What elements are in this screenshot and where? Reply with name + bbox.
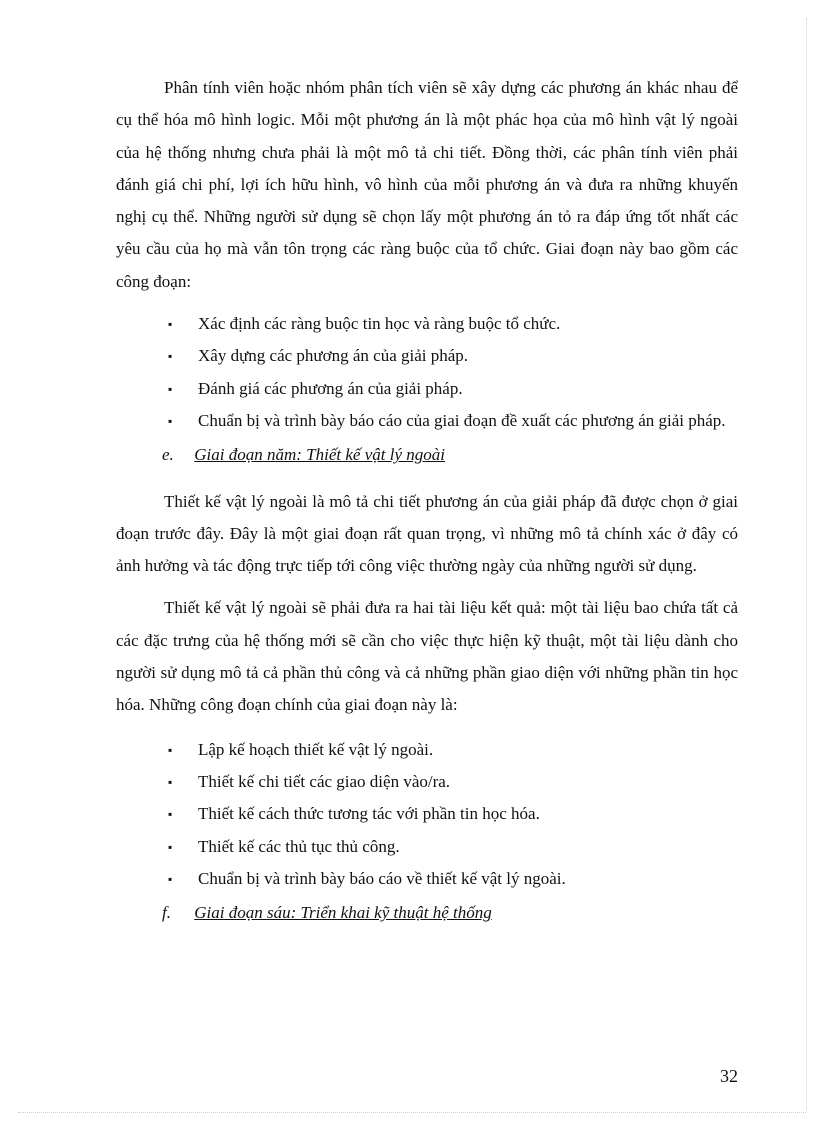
list-item-text: Xác định các ràng buộc tin học và ràng buộc tổ chức.: [198, 314, 561, 334]
bullet-square-icon: ▪: [168, 317, 173, 332]
bullet-square-icon: ▪: [168, 871, 173, 886]
bullet-square-icon: ▪: [168, 381, 173, 396]
list-item: [116, 308, 738, 340]
bullet-square-icon: ▪: [168, 807, 173, 822]
list-item-text: Chuẩn bị và trình bày báo cáo về thiết kế vật lý ngoài.: [198, 868, 566, 888]
list-item-text: Thiết kế chi tiết các giao diện vào/ra.: [198, 771, 451, 791]
bullet-square-icon: ▪: [168, 742, 173, 757]
list-item: [116, 373, 738, 405]
page-number: 32: [720, 1066, 738, 1086]
bullet-list-stage-five: [116, 734, 738, 895]
list-item: [116, 340, 738, 372]
paragraph-alternatives: Phân tính viên hoặc nhóm phân tích viên sẽ xây dựng các phương án khác nhau để cụ thể hóa mô hình logic. Mỗi một phương án là một phác họa của mô hình vật lý ngoài của hệ thống nhưng chưa phải là một mô tả chi tiết. Đồng thời, các phân tính viên phải đánh giá chi phí, lợi ích hữu hình, vô hình của mỗi phương án và đưa ra những khuyến nghị cụ thể. Những người sử dụng sẽ chọn lấy một phương án tỏ ra đáp ứng tốt nhất các yêu cầu của họ mà vẫn tôn trọng các ràng buộc của tổ chức. Giai đoạn này bao gồm các công đoạn:: [116, 78, 738, 291]
bullet-square-icon: ▪: [168, 774, 173, 789]
page-border-right: [806, 18, 807, 1110]
list-item-text: Lập kế hoạch thiết kế vật lý ngoài.: [198, 739, 434, 759]
bullet-square-icon: ▪: [168, 839, 173, 854]
list-item: [116, 405, 738, 437]
bullet-square-icon: ▪: [168, 413, 173, 428]
list-item-text: Thiết kế cách thức tương tác với phần tin học hóa.: [198, 804, 540, 824]
list-item: [116, 766, 738, 798]
page-content: [116, 72, 738, 943]
list-item: [116, 734, 738, 766]
bullet-list-stage-four: [116, 308, 738, 437]
section-heading-e: [116, 439, 738, 471]
list-item: [116, 831, 738, 863]
heading-label: f.: [162, 903, 171, 923]
paragraph-design-documents: Thiết kế vật lý ngoài sẽ phải đưa ra hai tài liệu kết quả: một tài liệu bao chứa tất cả các đặc trưng của hệ thống mới sẽ cần cho việc thực hiện kỹ thuật, một tài liệu dành cho người sử dụng mô tả cả phần thủ công và cả những phần giao diện với những phần tin học hóa. Những công đoạn chính của giai đoạn này là:: [116, 598, 738, 715]
heading-label: e.: [162, 445, 174, 465]
list-item-text: Thiết kế các thủ tục thủ công.: [198, 836, 400, 856]
list-item-text: Xây dựng các phương án của giải pháp.: [198, 346, 469, 366]
list-item-text: Chuẩn bị và trình bày báo cáo của giai đoạn đề xuất các phương án giải pháp.: [198, 410, 726, 430]
section-heading-f: [116, 897, 738, 929]
bullet-square-icon: ▪: [168, 349, 173, 364]
list-item-text: Đánh giá các phương án của giải pháp.: [198, 378, 463, 398]
paragraph-external-design: Thiết kế vật lý ngoài là mô tả chi tiết phương án của giải pháp đã được chọn ở giai đoạn trước đây. Đây là một giai đoạn rất quan trọng, vì những mô tả chính xác ở đây có ảnh hưởng và tác động trực tiếp tới công việc thường ngày của những người sử dụng.: [116, 491, 738, 576]
list-item: [116, 863, 738, 895]
heading-text: Giai đoạn năm: Thiết kế vật lý ngoài: [194, 445, 445, 465]
page-border-bottom: [18, 1112, 806, 1113]
list-item: [116, 798, 738, 830]
heading-text: Giai đoạn sáu: Triển khai kỹ thuật hệ thống: [194, 903, 492, 923]
